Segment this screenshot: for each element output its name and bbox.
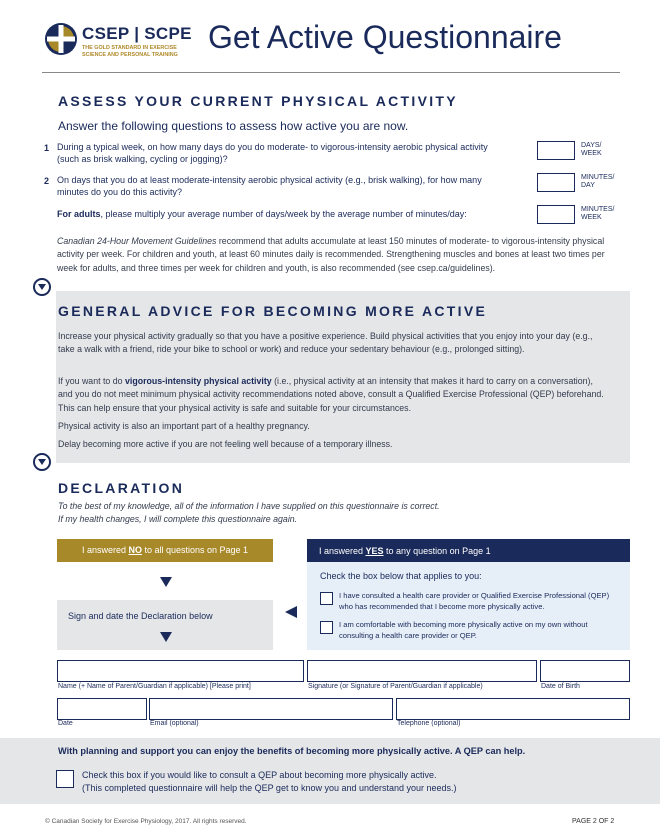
guidelines-paragraph [57,235,605,275]
email-field[interactable] [149,698,393,720]
csep-logo [44,22,78,56]
arrow-down-icon [159,630,173,648]
logo-text: CSEP | SCPE [82,24,192,43]
assess-intro: Answer the following questions to assess how active you are now. [58,119,409,133]
name-label: Name (+ Name of Parent/Guardian if applicable) [Please print] [58,683,251,690]
consult-qep-line2: (This completed questionnaire will help the QEP get to know you and understand your needs.) [82,783,457,793]
q1-number: 1 [44,143,50,153]
answered-no-banner [57,539,273,562]
page-title: Get Active Questionnaire [208,19,562,55]
no-label-a: I answered [81,545,129,555]
q1-unit: DAYS/ WEEK [581,142,602,157]
yes-label-b: YES [365,546,384,556]
no-label-c: to all questions on Page 1 [141,545,249,555]
consult-qep-checkbox[interactable] [56,770,74,788]
email-label: Email (optional) [150,720,199,727]
advice-p2 [58,375,606,415]
page-number: PAGE 2 OF 2 [572,818,615,825]
copyright: © Canadian Society for Exercise Physiology, 2017. All rights reserved. [45,818,247,825]
comfortable-on-own-checkbox[interactable] [320,621,333,634]
planning-text: With planning and support you can enjoy the benefits of becoming more physically active. A QEP can help. [58,746,526,756]
consult-qep-text [82,769,457,795]
q2-number: 2 [44,176,50,186]
advice-p4: Delay becoming more active if you are not feeling well because of a temporary illness. [58,439,393,449]
advice-p2-bold: vigorous-intensity physical activity [125,376,272,386]
logo-subtitle: THE GOLD STANDARD IN EXERCISE SCIENCE AND PERSONAL TRAINING [82,45,178,58]
answered-yes-banner [307,539,630,562]
signature-label: Signature (or Signature of Parent/Guardian if applicable) [308,683,483,690]
signature-field[interactable] [307,660,537,682]
guidelines-name: Canadian 24-Hour Movement Guidelines [57,236,217,246]
minutes-per-week-input[interactable] [537,205,575,224]
comfortable-on-own-label: I am comfortable with becoming more physically active on my own without consulting a health care provider or QEP. [339,620,588,640]
yes-label-a: I answered [319,546,366,556]
adults-instruction [57,208,537,220]
declaration-title: DECLARATION [58,480,185,496]
consult-qep-line1: Check this box if you would like to consult a QEP about becoming more physically active. [82,770,437,780]
telephone-label: Telephone (optional) [397,720,461,727]
declaration-line1: To the best of my knowledge, all of the information I have supplied on this questionnaire is correct. [58,501,440,511]
q2-unit: MINUTES/ DAY [581,174,615,189]
date-label: Date [58,720,73,727]
q1-days-per-week-input[interactable] [537,141,575,160]
date-of-birth-field[interactable] [540,660,630,682]
arrow-left-icon [284,605,298,624]
guidelines-text: recommend that adults accumulate at least 150 minutes of moderate- to vigorous-intensity physical activity per week. For children and youth, at least 60 minutes daily is recommended. Strengthening muscles and bones at least two times per week for adults, and three times per week for children and youth, is also recommended (see csep.ca/guidelines). [57,236,605,273]
q1-text: During a typical week, on how many days do you do moderate- to vigorous-intensity aerobic physical activity (such as brisk walking, cycling or jogging)? [57,142,488,164]
header-rule [42,72,620,73]
adults-unit: MINUTES/ WEEK [581,206,615,221]
sign-date-text: Sign and date the Declaration below [68,611,213,621]
assess-title: ASSESS YOUR CURRENT PHYSICAL ACTIVITY [58,93,458,109]
q2-text: On days that you do at least moderate-intensity aerobic physical activity (e.g., brisk walking), for how many minutes do you do this activity? [57,175,482,197]
dob-label: Date of Birth [541,683,580,690]
check-below-text: Check the box below that applies to you: [320,571,482,581]
advice-p2-b: (i.e., physical activity at an intensity that makes it hard to carry on a conversation), and you do not meet minimum physical activity recommendations noted above, consult a Qualified Exercise Professional (QEP) beforehand. This can help ensure that your physical activity is safe and suitable for your circumstances. [58,376,604,413]
advice-title: GENERAL ADVICE FOR BECOMING MORE ACTIVE [58,303,488,319]
adults-text: , please multiply your average number of days/week by the average number of minutes/day: [100,209,467,219]
advice-p1: Increase your physical activity gradually so that you have a positive experience. Build physical activities that you enjoy into your day (e.g., take a walk with a friend, ride your bike to school or work) and reduce your sedentary behaviour (e.g., prolonged sitting). [58,331,593,355]
name-field[interactable] [57,660,304,682]
advice-p3: Physical activity is also an important part of a healthy pregnancy. [58,421,310,431]
telephone-field[interactable] [396,698,630,720]
adults-lead: For adults [57,209,101,219]
yes-label-c: to any question on Page 1 [383,546,491,556]
chevron-down-icon [33,453,51,471]
no-label-b: NO [128,545,142,555]
q2-minutes-per-day-input[interactable] [537,173,575,192]
arrow-down-icon [159,575,173,593]
chevron-down-icon [33,278,51,296]
date-field[interactable] [57,698,147,720]
declaration-line2: If my health changes, I will complete this questionnaire again. [58,514,298,524]
consulted-qep-checkbox[interactable] [320,592,333,605]
advice-p2-a: If you want to do [58,376,125,386]
consulted-qep-label: I have consulted a health care provider or Qualified Exercise Professional (QEP) who has recommended that I become more physically active. [339,591,610,611]
declaration-text [58,500,598,526]
